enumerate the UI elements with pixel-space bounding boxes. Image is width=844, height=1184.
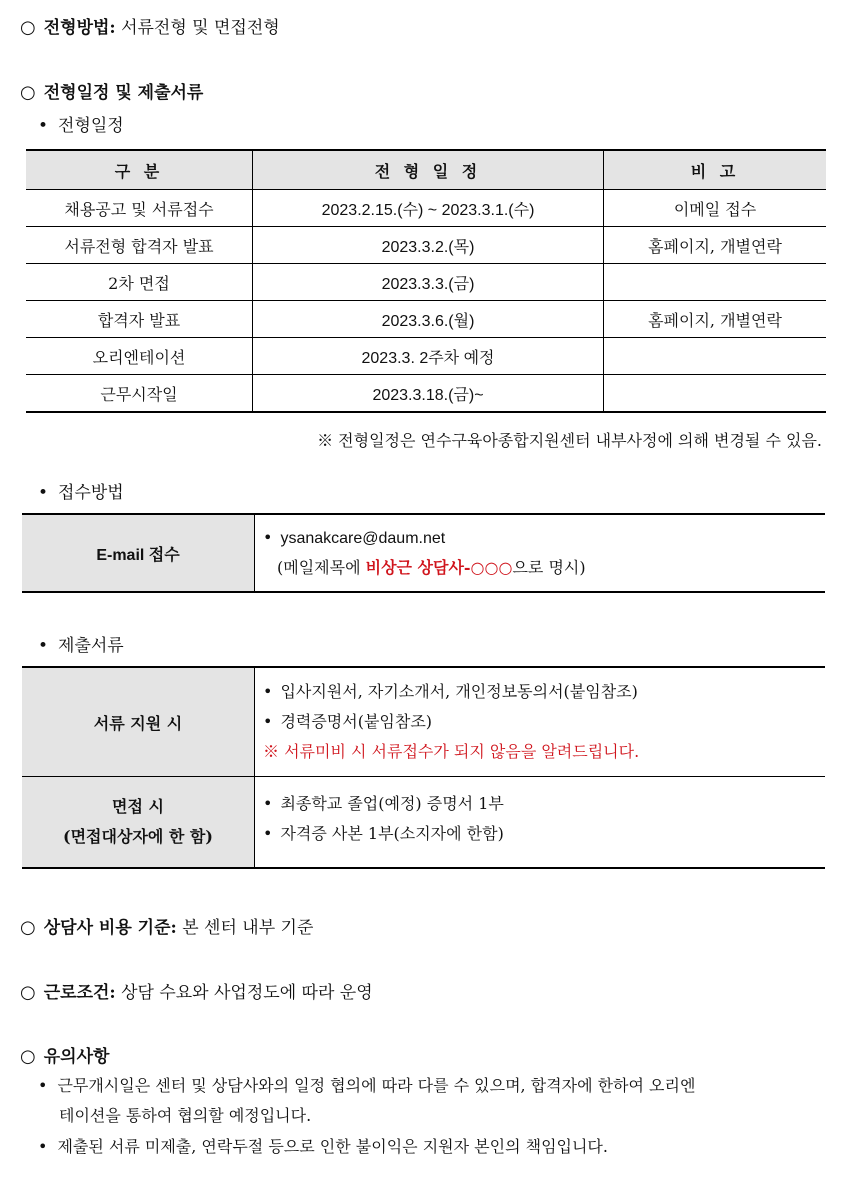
table-row [26,264,826,301]
subheading-receipt [38,478,124,503]
circle-bullet-icon: ○ [20,82,36,103]
row-date: 2023.2.15.(수) ~ 2023.3.1.(수) [253,190,604,227]
table-row [26,190,826,227]
list-item [263,789,825,819]
interview-head-line1: 면접 시 [112,797,164,816]
row-item: 합격자 발표 [26,301,253,338]
receipt-email-line [263,523,825,553]
section-cost-label: 상담사 비용 기준: [43,918,177,938]
receipt-row [22,514,825,592]
circle-bullet-icon: ○ [20,1046,36,1067]
circle-bullet-icon: ○ [20,17,36,38]
apply-item-text: 입사지원서, 자기소개서, 개인정보동의서(붙임참조) [280,682,638,701]
section-notice-label: 유의사항 [43,1047,110,1067]
table-row [26,301,826,338]
documents-apply-row [22,667,825,777]
row-item: 서류전형 합격자 발표 [26,227,253,264]
section-condition-label: 근로조건: [43,983,116,1003]
row-date: 2023.3.6.(월) [253,301,604,338]
header-schedule: 전 형 일 정 [253,150,604,190]
dot-bullet-icon: • [38,116,49,136]
table-row [26,338,826,375]
row-item: 오리엔테이션 [26,338,253,375]
row-note [604,264,827,301]
list-item [263,819,825,849]
section-method-label: 전형방법: [43,18,116,38]
notice-item-2-line [38,1132,828,1162]
dot-bullet-icon: • [38,1076,48,1095]
receipt-table [22,513,825,593]
dot-bullet-icon: • [38,1137,48,1156]
documents-table [22,666,825,869]
header-note: 비 고 [604,150,827,190]
section-condition [20,978,373,1003]
table-row [26,375,826,413]
schedule-footnote: ※ 전형일정은 연수구육아종합지원센터 내부사정에 의해 변경될 수 있음. [317,431,822,450]
schedule-header-row [26,150,826,190]
dot-bullet-icon: • [263,824,273,843]
apply-head: 서류 지원 시 [22,667,255,777]
subheading-schedule-text: 전형일정 [58,116,124,136]
notice-item-2 [38,1132,828,1162]
subject-prefix: (메일제목에 [277,558,366,577]
interview-head [22,777,255,869]
notice-item-2-text: 제출된 서류 미제출, 연락두절 등으로 인한 불이익은 지원자 본인의 책임입니다. [57,1137,608,1156]
row-date: 2023.3.18.(금)~ [253,375,604,413]
section-method [20,13,280,38]
row-note: 홈페이지, 개별연락 [604,227,827,264]
dot-bullet-icon: • [263,682,273,701]
interview-head-line2: (면접대상자에 한 함) [63,827,213,846]
subheading-receipt-text: 접수방법 [58,483,124,503]
subject-red: 비상근 상담사-○○○ [365,558,513,577]
section-schedule [20,78,203,103]
row-item: 근무시작일 [26,375,253,413]
subheading-documents [38,631,124,656]
row-item: 채용공고 및 서류접수 [26,190,253,227]
schedule-table [26,149,826,413]
row-date: 2023.3. 2주차 예정 [253,338,604,375]
receipt-body [255,514,826,592]
receipt-subject-line [263,553,825,583]
row-item: 2차 면접 [26,264,253,301]
notice-item-1-line2: 테이션을 통하여 협의할 예정입니다. [59,1106,312,1125]
table-row [26,227,826,264]
notice-item-1 [38,1071,828,1131]
row-note [604,375,827,413]
receipt-head: E-mail 접수 [22,514,255,592]
row-date: 2023.3.2.(목) [253,227,604,264]
documents-interview-row [22,777,825,869]
dot-bullet-icon: • [263,528,273,547]
notice-item-1-text: 근무개시일은 센터 및 상담사와의 일정 협의에 따라 다를 수 있으며, 합격자에 한하여 오리엔 [57,1076,696,1095]
interview-item-text: 자격증 사본 1부(소지자에 한함) [280,824,504,843]
row-date: 2023.3.3.(금) [253,264,604,301]
circle-bullet-icon: ○ [20,917,36,938]
apply-warning: ※ 서류미비 시 서류접수가 되지 않음을 알려드립니다. [263,742,640,761]
circle-bullet-icon: ○ [20,982,36,1003]
apply-item-text: 경력증명서(붙임참조) [280,712,433,731]
subject-suffix: 으로 명시) [512,558,586,577]
apply-body [255,667,826,777]
header-category: 구 분 [26,150,253,190]
section-method-text: 서류전형 및 면접전형 [115,18,280,38]
notice-item-1-line1 [38,1071,828,1101]
row-note: 이메일 접수 [604,190,827,227]
dot-bullet-icon: • [38,636,49,656]
subheading-documents-text: 제출서류 [58,636,124,656]
interview-item-text: 최종학교 졸업(예정) 증명서 1부 [280,794,504,813]
dot-bullet-icon: • [38,483,49,503]
row-note [604,338,827,375]
section-schedule-label: 전형일정 및 제출서류 [43,83,204,103]
section-cost-text: 본 센터 내부 기준 [176,918,314,938]
section-condition-text: 상담 수요와 사업정도에 따라 운영 [115,983,373,1003]
subheading-schedule [38,111,124,136]
list-item [263,707,825,737]
section-notice [20,1042,109,1067]
dot-bullet-icon: • [263,712,273,731]
row-note: 홈페이지, 개별연락 [604,301,827,338]
interview-body [255,777,826,869]
receipt-email: ysanakcare@daum.net [280,530,446,547]
section-cost [20,913,313,938]
list-item [263,677,825,707]
dot-bullet-icon: • [263,794,273,813]
